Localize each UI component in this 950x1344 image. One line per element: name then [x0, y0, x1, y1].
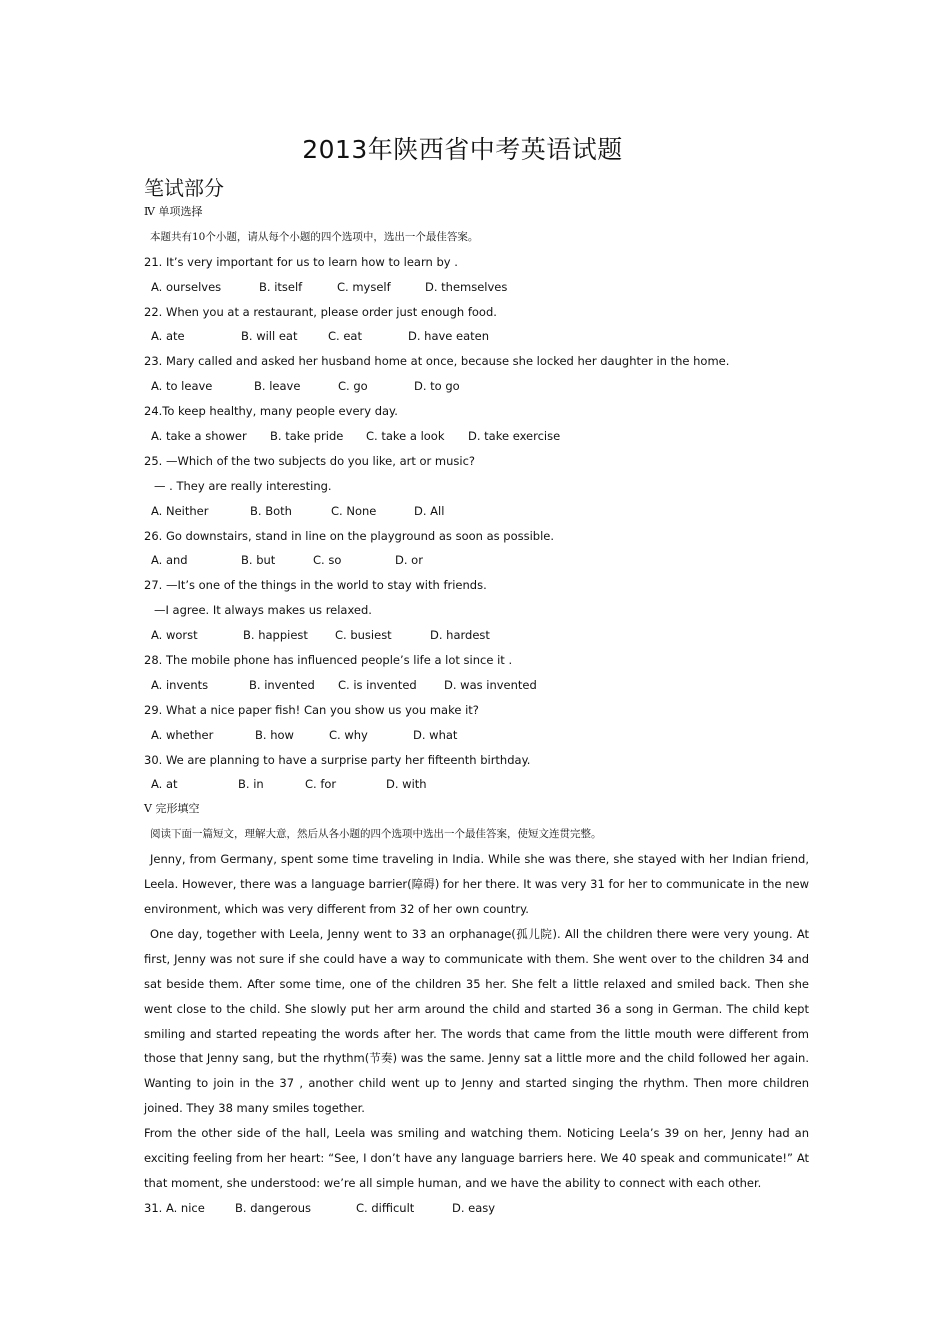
- question-stem: 27. —It’s one of the things in the world to stay with friends.: [144, 578, 487, 593]
- option: A. Neither: [151, 503, 209, 518]
- option: C. for: [305, 777, 337, 792]
- question-options: [144, 772, 809, 797]
- part5-instructions: 阅读下面一篇短文，理解大意，然后从各小题的四个选项中选出一个最佳答案，使短文连贯完整。: [150, 828, 602, 841]
- option: B. take pride: [270, 429, 344, 444]
- page-title: 2013年陕西省中考英语试题: [302, 135, 623, 164]
- question-stem: 29. What a nice paper fish! Can you show us you make it?: [144, 702, 479, 717]
- question-options: [144, 1196, 809, 1221]
- option: C. difficult: [356, 1200, 415, 1215]
- question-options: [144, 275, 809, 300]
- section-title: 笔试部分: [144, 176, 224, 200]
- option: B. itself: [259, 279, 303, 294]
- question-stem: 30. We are planning to have a surprise party her fifteenth birthday.: [144, 752, 531, 767]
- option: C. None: [331, 503, 377, 518]
- option: A. whether: [151, 727, 214, 742]
- question-stem: 31. A. nice: [144, 1200, 205, 1215]
- question-stem: 21. It’s very important for us to learn how to learn by .: [144, 254, 458, 269]
- option: A. ate: [151, 329, 185, 344]
- option: D. All: [414, 503, 445, 518]
- document-body: [144, 200, 809, 1221]
- option: B. how: [255, 727, 294, 742]
- option: A. worst: [151, 628, 198, 643]
- option: C. go: [338, 379, 368, 394]
- option: D. take exercise: [468, 429, 561, 444]
- option: D. themselves: [425, 279, 508, 294]
- option: A. ourselves: [151, 279, 222, 294]
- option: D. what: [413, 727, 458, 742]
- option: A. take a shower: [151, 429, 247, 444]
- option: D. easy: [452, 1200, 496, 1215]
- option: B. leave: [254, 379, 301, 394]
- option: C. take a look: [366, 429, 445, 444]
- question-options: [144, 374, 809, 399]
- option: B. but: [241, 553, 276, 568]
- passage-paragraph: Jenny, from Germany, spent some time traveling in India. While she was there, she stayed with her Indian friend, Leela. However, there was a language barrier(障碍) for her there. It was very 31 for her to communicate in the new environment, which was very different from 32 of her own country.: [144, 852, 809, 916]
- option: D. have eaten: [408, 329, 490, 344]
- option: D. with: [386, 777, 427, 792]
- option: D. was invented: [444, 677, 537, 692]
- option: C. is invented: [338, 677, 417, 692]
- option: B. invented: [249, 677, 315, 692]
- option: B. will eat: [241, 329, 298, 344]
- part4-heading: Ⅳ 单项选择: [144, 205, 203, 218]
- option: C. busiest: [335, 628, 392, 643]
- option: D. or: [395, 553, 423, 568]
- question-stem: 26. Go downstairs, stand in line on the playground as soon as possible.: [144, 528, 555, 543]
- question-options: [144, 623, 809, 648]
- option: B. happiest: [243, 628, 308, 643]
- question-options: [144, 723, 809, 748]
- part5-heading: Ⅴ 完形填空: [144, 802, 200, 816]
- question-options: [144, 499, 809, 524]
- option: A. invents: [151, 677, 209, 692]
- question-stem: 25. —Which of the two subjects do you like, art or music?: [144, 453, 476, 468]
- option: B. Both: [250, 503, 292, 518]
- option: D. hardest: [430, 628, 490, 643]
- part4-instructions: 本题共有10个小题，请从每个小题的四个选项中，选出一个最佳答案。: [150, 230, 479, 243]
- question-options: [144, 424, 809, 449]
- option: D. to go: [414, 379, 460, 394]
- option: C. so: [313, 553, 342, 568]
- option: B. in: [238, 777, 264, 792]
- option: B. dangerous: [235, 1200, 312, 1215]
- question-response: —I agree. It always makes us relaxed.: [154, 603, 372, 618]
- option: C. eat: [328, 329, 362, 344]
- passage-paragraph: From the other side of the hall, Leela was smiling and watching them. Noticing Leela’s 39 on her, Jenny had an exciting feeling from her heart: “See, I don’t have any language barriers here. We 40 speak and communicate!” At that moment, she understood: we’re all simple human, and we have the ability to connect with each other.: [144, 1126, 809, 1190]
- option: A. to leave: [151, 379, 213, 394]
- question-stem: 23. Mary called and asked her husband home at once, because she locked her daughter in the home.: [144, 354, 730, 369]
- option: A. at: [151, 777, 178, 792]
- question-options: [144, 673, 809, 698]
- question-response: — . They are really interesting.: [154, 478, 332, 493]
- question-stem: 28. The mobile phone has influenced people’s life a lot since it .: [144, 653, 513, 668]
- question-stem: 22. When you at a restaurant, please order just enough food.: [144, 304, 497, 319]
- option: C. why: [329, 727, 368, 742]
- question-options: [144, 548, 809, 573]
- question-stem: 24.To keep healthy, many people every day.: [144, 404, 398, 419]
- option: C. myself: [337, 279, 391, 294]
- option: A. and: [151, 553, 188, 568]
- passage-paragraph: One day, together with Leela, Jenny went to 33 an orphanage(孤儿院). All the children there were very young. At first, Jenny was not sure if she could have a way to communicate with them. She went over to the children 34 and sat beside them. After some time, one of the children 35 her. She felt a little relaxed and smiled back. Then she went close to the child. She slowly put her arm around the child and started 36 a song in German. The child kept smiling and started repeating the words after her. The words that came from the little mouth were different from those that Jenny sang, but the rhythm(节奏) was the same. Jenny sat a little more and the child followed her again. Wanting to join in the 37 , another child went up to Jenny and started singing the rhythm. Then more children joined. They 38 many smiles together.: [144, 926, 809, 1116]
- question-options: [144, 324, 809, 349]
